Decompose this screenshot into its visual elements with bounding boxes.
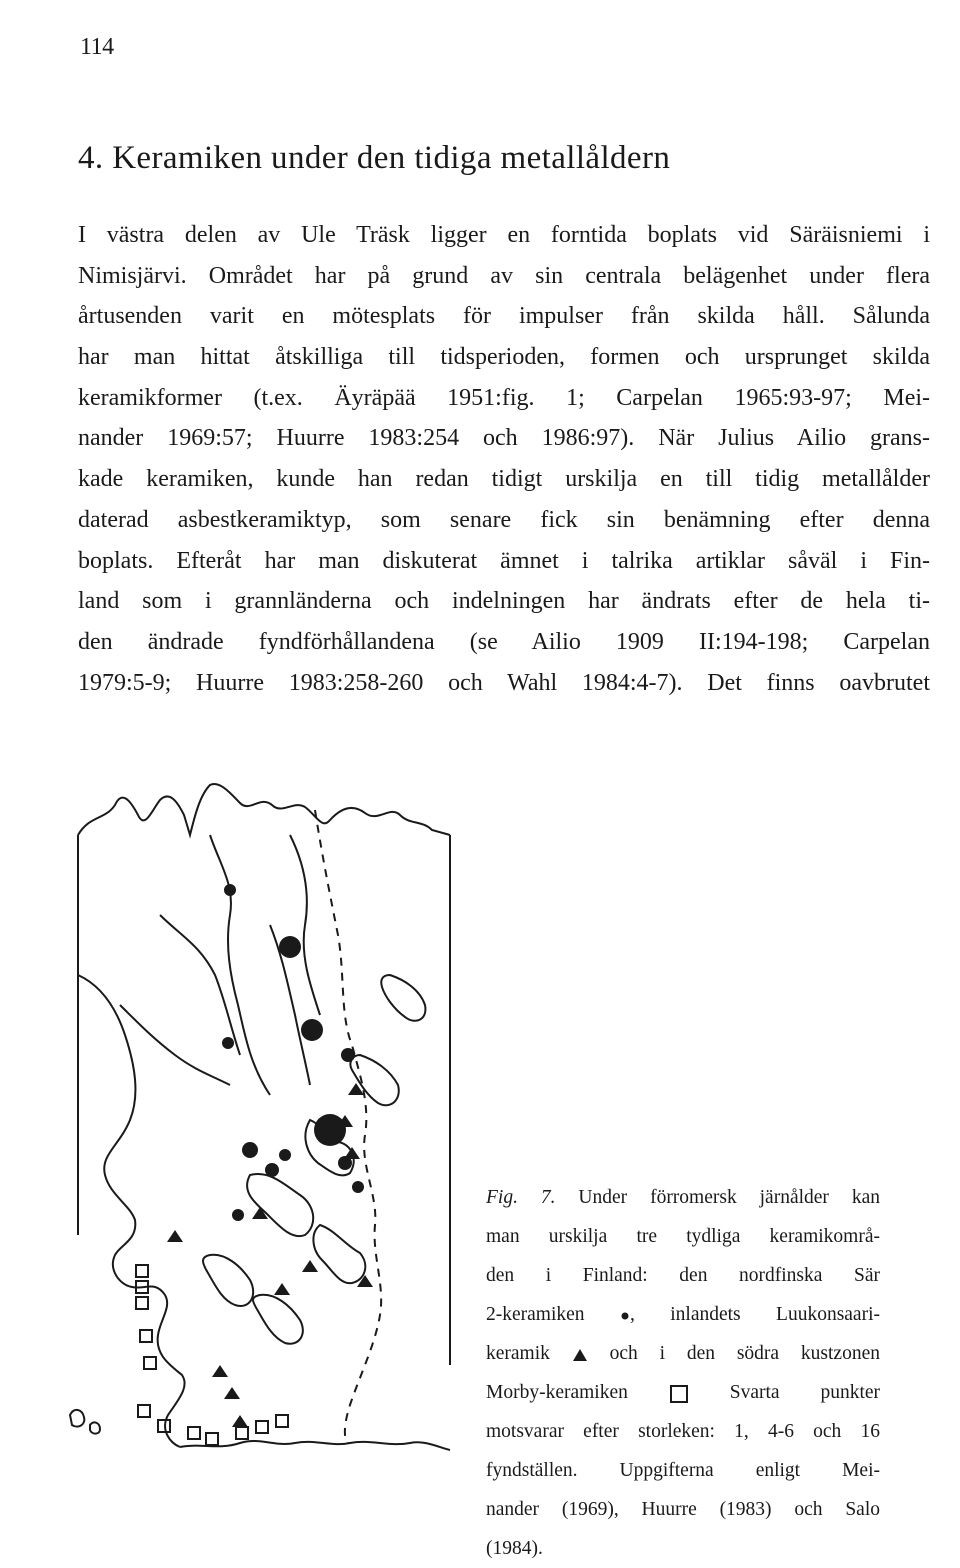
body-line: har man hittat åtskilliga till tidsperioden, formen och ursprunget skilda — [78, 344, 930, 371]
body-paragraph — [78, 215, 930, 703]
open-square-icon — [276, 1415, 288, 1427]
caption-line: (1984). — [486, 1538, 543, 1559]
filled-circle-icon — [265, 1163, 279, 1177]
filled-triangle-icon — [302, 1260, 318, 1272]
caption-line: den i Finland: den nordfinska Sär — [486, 1265, 880, 1286]
finland-map-icon — [60, 775, 460, 1485]
filled-circle-icon — [301, 1019, 323, 1041]
body-line: den ändrade fyndförhållandena (se Ailio 1909 II:194-198; Carpelan — [78, 628, 930, 655]
map-island — [70, 1410, 84, 1427]
sar2-markers — [222, 884, 364, 1221]
morby-markers — [136, 1265, 288, 1445]
body-line: 1979:5-9; Huurre 1983:258-260 och Wahl 1984:4-7). Det finns oavbrutet — [78, 669, 930, 696]
body-line: kade keramiken, kunde han redan tidigt urskilja en till tidig metallålder — [78, 466, 930, 493]
figure-label: Fig. 7. — [486, 1187, 556, 1208]
filled-circle-icon — [620, 1311, 630, 1321]
filled-triangle-icon — [344, 1147, 360, 1159]
map-coast-south — [180, 1441, 450, 1450]
filled-circle-icon — [222, 1037, 234, 1049]
open-square-icon — [236, 1427, 248, 1439]
body-line: Nimisjärvi. Området har på grund av sin centrala belägenhet under flera — [78, 262, 930, 289]
filled-triangle-icon — [572, 1348, 588, 1362]
filled-triangle-icon — [167, 1230, 183, 1242]
filled-triangle-icon — [212, 1365, 228, 1377]
figure-caption — [486, 1178, 880, 1568]
caption-text: keramik — [486, 1343, 550, 1364]
filled-triangle-icon — [357, 1275, 373, 1287]
caption-text: Svarta punkter — [729, 1382, 881, 1403]
caption-text: och i den södra kustzonen — [609, 1343, 880, 1364]
map-lake — [203, 1255, 253, 1306]
filled-circle-icon — [314, 1114, 346, 1146]
chapter-title: 4. Keramiken under den tidiga metallåldern — [78, 140, 671, 176]
filled-circle-icon — [232, 1209, 244, 1221]
body-line: I västra delen av Ule Träsk ligger en forntida boplats vid Säräisniemi i — [78, 222, 930, 248]
finland-map-figure — [60, 775, 460, 1485]
filled-circle-icon — [279, 1149, 291, 1161]
caption-line — [486, 1178, 880, 1217]
caption-text: Morby-keramiken — [486, 1382, 628, 1403]
body-line: nander 1969:57; Huurre 1983:254 och 1986:97). När Julius Ailio grans- — [78, 425, 930, 452]
caption-line — [486, 1295, 880, 1334]
caption-text: , inlandets Luukonsaari- — [629, 1304, 880, 1325]
body-line: boplats. Efteråt har man diskuterat ämnet i talrika artiklar såväl i Fin- — [78, 547, 930, 574]
filled-triangle-icon — [274, 1283, 290, 1295]
open-square-icon — [138, 1405, 150, 1417]
map-coast-north — [78, 784, 450, 835]
filled-circle-icon — [279, 936, 301, 958]
caption-line: fyndställen. Uppgifterna enligt Mei- — [486, 1460, 880, 1481]
caption-line: man urskilja tre tydliga keramikområ- — [486, 1226, 880, 1247]
caption-line — [486, 1373, 880, 1412]
open-square-icon — [188, 1427, 200, 1439]
open-square-icon — [158, 1420, 170, 1432]
filled-triangle-icon — [232, 1415, 248, 1427]
body-line: land som i grannländerna och indelningen har ändrats efter de hela ti- — [78, 588, 930, 615]
open-square-icon — [206, 1433, 218, 1445]
map-lake — [247, 1174, 313, 1236]
caption-text: Under förromersk järnålder kan — [578, 1187, 880, 1208]
filled-circle-icon — [224, 884, 236, 896]
page-number: 114 — [80, 34, 114, 60]
map-lake — [381, 975, 425, 1021]
open-square-icon — [256, 1421, 268, 1433]
caption-line: nander (1969), Huurre (1983) och Salo — [486, 1499, 880, 1520]
caption-line: motsvarar efter storleken: 1, 4-6 och 16 — [486, 1421, 880, 1442]
filled-circle-icon — [352, 1181, 364, 1193]
body-line: daterad asbestkeramiktyp, som senare fick sin benämning efter denna — [78, 506, 930, 533]
map-lake — [313, 1225, 365, 1283]
map-lake — [253, 1295, 303, 1344]
map-island — [90, 1422, 100, 1433]
map-river — [290, 835, 320, 1015]
map-coast-west — [78, 975, 185, 1447]
open-square-icon — [136, 1297, 148, 1309]
filled-triangle-icon — [224, 1387, 240, 1399]
open-square-icon — [140, 1330, 152, 1342]
body-line: keramikformer (t.ex. Äyräpää 1951:fig. 1; Carpelan 1965:93-97; Mei- — [78, 384, 930, 411]
caption-text: 2-keramiken — [486, 1304, 585, 1325]
open-square-icon — [669, 1384, 689, 1404]
caption-line — [486, 1334, 880, 1373]
filled-circle-icon — [242, 1142, 258, 1158]
map-river — [210, 835, 270, 1095]
body-line: årtusenden varit en mötesplats för impulser från skilda håll. Sålunda — [78, 303, 930, 330]
map-river — [120, 1005, 230, 1085]
filled-circle-icon — [341, 1048, 355, 1062]
open-square-icon — [144, 1357, 156, 1369]
open-square-icon — [136, 1265, 148, 1277]
